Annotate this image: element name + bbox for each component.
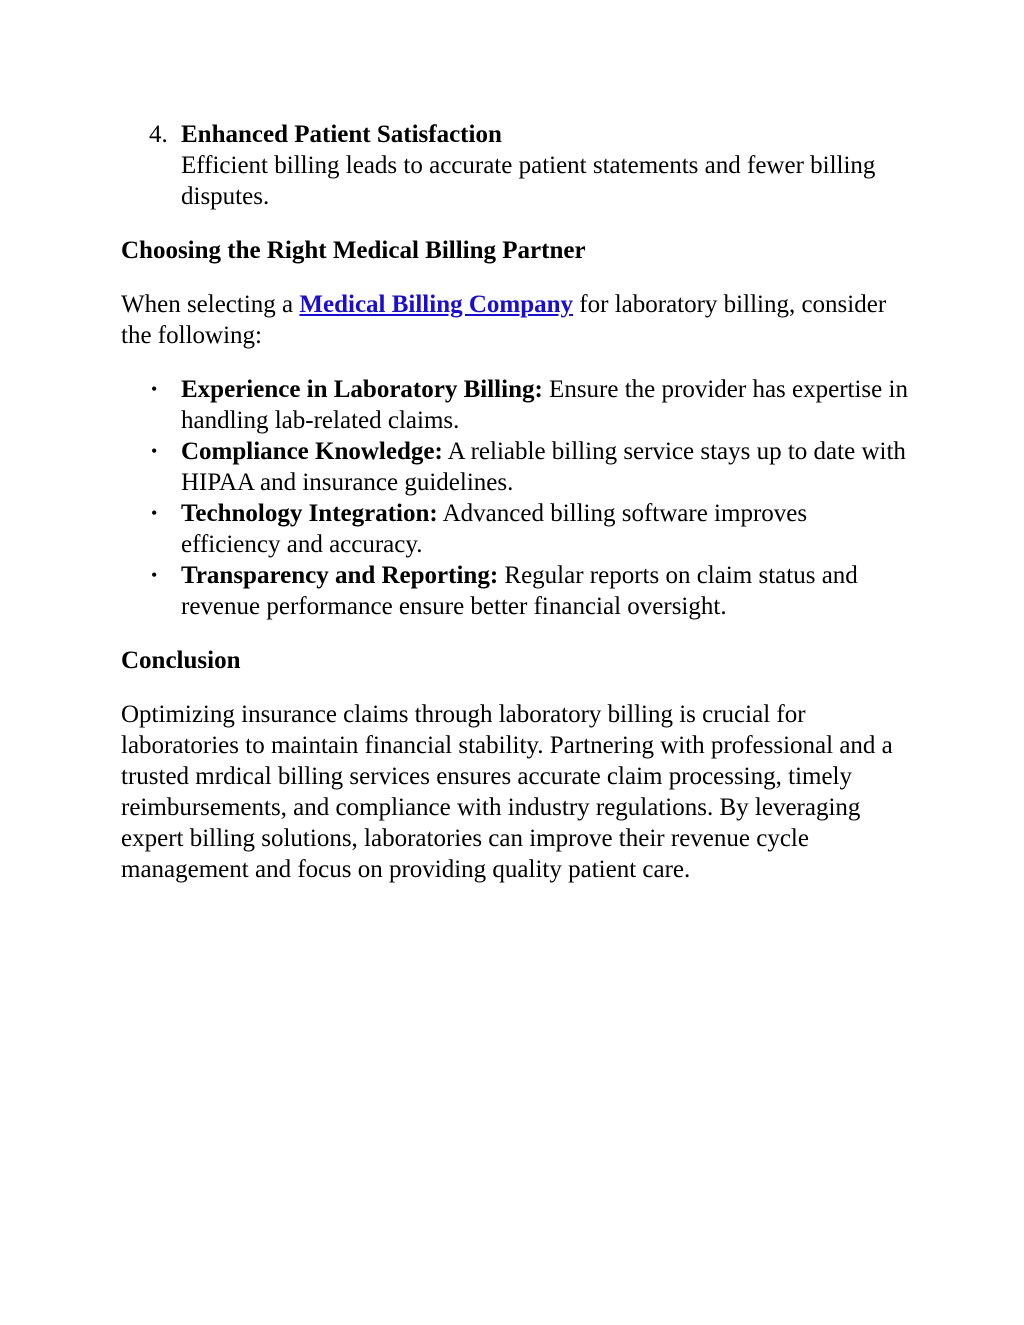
numbered-item [121, 119, 911, 212]
list-item-term: Transparency and Reporting: [181, 562, 499, 589]
intro-before-text: When selecting a [121, 291, 300, 318]
criteria-list [121, 374, 911, 622]
conclusion-paragraph: Optimizing insurance claims through laboratory billing is crucial for laboratories to maintain financial stability. Partnering with professional and a trusted mrdical billing services ensures accurate claim processing, timely reimbursements, and compliance with industry regulations. By leveraging expert billing solutions, laboratories can improve their revenue cycle management and focus on providing quality patient care. [121, 701, 893, 883]
list-item-text: Advanced billing software improves efficiency and accuracy. [181, 500, 808, 558]
bullet-icon: • [151, 441, 158, 461]
list-item-text: Regular reports on claim status and revenue performance ensure better financial oversight. [181, 562, 858, 620]
item-title: Enhanced Patient Satisfaction [181, 121, 502, 148]
list-item [121, 560, 911, 622]
list-item-text: Ensure the provider has expertise in handling lab-related claims. [181, 376, 908, 434]
intro-after-text: for laboratory billing, consider the following: [121, 291, 887, 349]
list-item [121, 374, 911, 436]
bullet-icon: • [151, 565, 158, 585]
list-item-term: Compliance Knowledge: [181, 438, 443, 465]
heading-conclusion: Conclusion [121, 647, 241, 674]
document-page [121, 119, 911, 885]
list-item [121, 498, 911, 560]
medical-billing-company-link[interactable]: Medical Billing Company [299, 291, 574, 318]
list-item-term: Experience in Laboratory Billing: [181, 376, 543, 403]
item-text: Efficient billing leads to accurate patient statements and fewer billing disputes. [181, 152, 876, 210]
bullet-icon: • [151, 379, 158, 399]
list-item-text: A reliable billing service stays up to date with HIPAA and insurance guidelines. [181, 438, 906, 496]
list-item-term: Technology Integration: [181, 500, 438, 527]
heading-choosing-partner: Choosing the Right Medical Billing Partner [121, 237, 586, 264]
intro-paragraph [121, 289, 911, 351]
bullet-icon: • [151, 503, 158, 523]
list-item [121, 436, 911, 498]
item-number: 4. [149, 121, 168, 148]
